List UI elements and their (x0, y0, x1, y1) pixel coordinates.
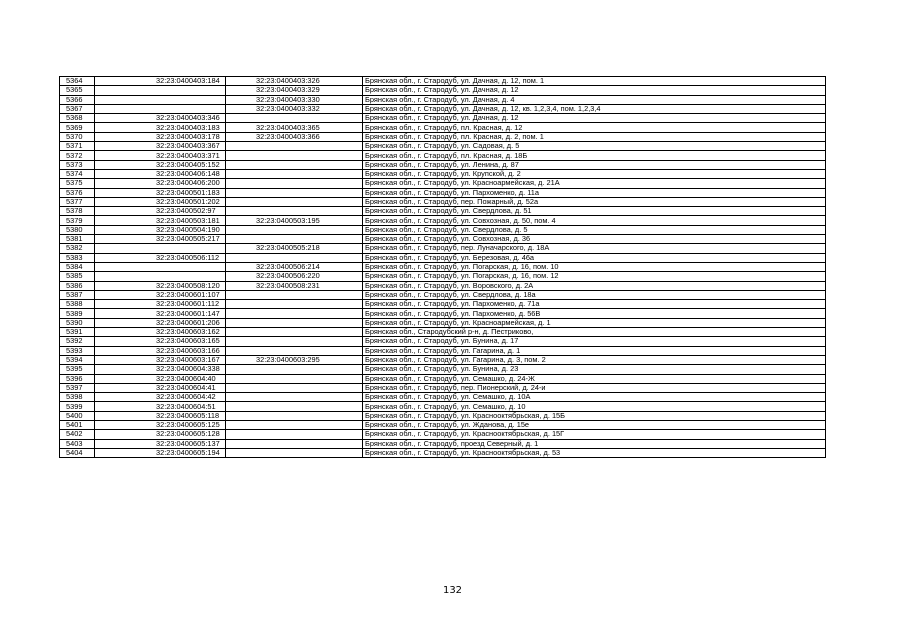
cadastral-number-cell (95, 86, 226, 95)
cadastral-number-cell: 32:23:0400604:42 (95, 393, 226, 402)
row-number-cell: 5383 (60, 253, 95, 262)
cadastral-number-cell: 32:23:0400604:41 (95, 383, 226, 392)
row-number-cell: 5396 (60, 374, 95, 383)
table-row (60, 114, 826, 123)
table-row (60, 365, 826, 374)
table-row (60, 253, 826, 262)
table-row (60, 337, 826, 346)
row-number-cell: 5385 (60, 272, 95, 281)
address-cell: Брянская обл., г. Стародуб, пл. Красная, д. 18Б (363, 151, 826, 160)
row-number-cell: 5370 (60, 132, 95, 141)
table-row (60, 393, 826, 402)
cadastral-number-cell: 32:23:0400601:206 (95, 318, 226, 327)
address-cell: Брянская обл., г. Стародуб, пер. Луначарского, д. 18А (363, 244, 826, 253)
related-cadastral-number-cell (226, 142, 363, 151)
address-cell: Брянская обл., г. Стародуб, ул. Краснооктябрьская, д. 53 (363, 448, 826, 457)
address-cell: Брянская обл., г. Стародуб, ул. Ленина, д. 87 (363, 160, 826, 169)
table-row (60, 197, 826, 206)
cadastral-number-cell: 32:23:0400502:97 (95, 207, 226, 216)
table-row (60, 309, 826, 318)
address-cell: Брянская обл., г. Стародуб, ул. Жданова, д. 15е (363, 420, 826, 429)
table-row (60, 77, 826, 86)
cadastral-number-cell: 32:23:0400504:190 (95, 225, 226, 234)
table-row (60, 95, 826, 104)
row-number-cell: 5367 (60, 104, 95, 113)
cadastral-number-cell (95, 262, 226, 271)
address-cell: Брянская обл., г. Стародуб, ул. Погарская, д. 16, пом. 10 (363, 262, 826, 271)
related-cadastral-number-cell (226, 365, 363, 374)
related-cadastral-number-cell (226, 318, 363, 327)
address-cell: Брянская обл., г. Стародуб, пл. Красная, д. 2, пом. 1 (363, 132, 826, 141)
address-cell: Брянская обл., г. Стародуб, ул. Красноармейская, д. 21А (363, 179, 826, 188)
table-row (60, 281, 826, 290)
table-row (60, 188, 826, 197)
table-row (60, 244, 826, 253)
related-cadastral-number-cell (226, 188, 363, 197)
related-cadastral-number-cell: 32:23:0400403:329 (226, 86, 363, 95)
row-number-cell: 5384 (60, 262, 95, 271)
related-cadastral-number-cell: 32:23:0400403:326 (226, 77, 363, 86)
related-cadastral-number-cell (226, 300, 363, 309)
table-row (60, 160, 826, 169)
row-number-cell: 5382 (60, 244, 95, 253)
address-cell: Брянская обл., г. Стародуб, ул. Бунина, д. 23 (363, 365, 826, 374)
page-number: 132 (442, 585, 463, 596)
related-cadastral-number-cell: 32:23:0400503:195 (226, 216, 363, 225)
cadastral-number-cell: 32:23:0400604:51 (95, 402, 226, 411)
cadastral-number-cell: 32:23:0400603:166 (95, 346, 226, 355)
row-number-cell: 5389 (60, 309, 95, 318)
table-row (60, 439, 826, 448)
table-row (60, 169, 826, 178)
table-row (60, 290, 826, 299)
cadastral-number-cell: 32:23:0400503:181 (95, 216, 226, 225)
cadastral-number-cell (95, 272, 226, 281)
row-number-cell: 5402 (60, 430, 95, 439)
cadastral-number-cell: 32:23:0400601:112 (95, 300, 226, 309)
cadastral-number-cell: 32:23:0400501:183 (95, 188, 226, 197)
row-number-cell: 5399 (60, 402, 95, 411)
address-cell: Брянская обл., г. Стародуб, ул. Дачная, д. 12 (363, 114, 826, 123)
table-row (60, 216, 826, 225)
related-cadastral-number-cell (226, 235, 363, 244)
table-row (60, 179, 826, 188)
cadastral-number-cell: 32:23:0400601:107 (95, 290, 226, 299)
table-row (60, 318, 826, 327)
related-cadastral-number-cell: 32:23:0400603:295 (226, 355, 363, 364)
related-cadastral-number-cell (226, 151, 363, 160)
address-cell: Брянская обл., г. Стародуб, ул. Садовая, д. 5 (363, 142, 826, 151)
address-cell: Брянская обл., г. Стародуб, ул. Дачная, д. 12, пом. 1 (363, 77, 826, 86)
cadastral-number-cell: 32:23:0400603:165 (95, 337, 226, 346)
cadastral-number-cell: 32:23:0400403:371 (95, 151, 226, 160)
related-cadastral-number-cell (226, 346, 363, 355)
row-number-cell: 5366 (60, 95, 95, 104)
row-number-cell: 5394 (60, 355, 95, 364)
related-cadastral-number-cell: 32:23:0400508:231 (226, 281, 363, 290)
address-cell: Брянская обл., г. Стародуб, пер. Пионерский, д. 24-и (363, 383, 826, 392)
address-cell: Брянская обл., г. Стародуб, пл. Красная, д. 12 (363, 123, 826, 132)
related-cadastral-number-cell (226, 179, 363, 188)
table-row (60, 328, 826, 337)
address-cell: Брянская обл., г. Стародуб, ул. Воровского, д. 2А (363, 281, 826, 290)
row-number-cell: 5392 (60, 337, 95, 346)
related-cadastral-number-cell (226, 439, 363, 448)
address-cell: Брянская обл., г. Стародуб, ул. Гагарина, д. 3, пом. 2 (363, 355, 826, 364)
cadastral-number-cell: 32:23:0400403:183 (95, 123, 226, 132)
row-number-cell: 5378 (60, 207, 95, 216)
related-cadastral-number-cell (226, 207, 363, 216)
table-row (60, 430, 826, 439)
address-cell: Брянская обл., г. Стародуб, ул. Краснооктябрьская, д. 15Г (363, 430, 826, 439)
related-cadastral-number-cell (226, 253, 363, 262)
address-cell: Брянская обл., Стародубский р-н, д. Пестриково, (363, 328, 826, 337)
related-cadastral-number-cell (226, 393, 363, 402)
cadastral-number-cell: 32:23:0400605:125 (95, 420, 226, 429)
table-row (60, 123, 826, 132)
table-row (60, 420, 826, 429)
related-cadastral-number-cell: 32:23:0400403:366 (226, 132, 363, 141)
address-cell: Брянская обл., г. Стародуб, пер. Пожарный, д. 52а (363, 197, 826, 206)
cadastral-number-cell: 32:23:0400501:202 (95, 197, 226, 206)
row-number-cell: 5376 (60, 188, 95, 197)
table-row (60, 383, 826, 392)
row-number-cell: 5377 (60, 197, 95, 206)
table-row (60, 235, 826, 244)
address-cell: Брянская обл., г. Стародуб, ул. Свердлова, д. 51 (363, 207, 826, 216)
related-cadastral-number-cell (226, 160, 363, 169)
related-cadastral-number-cell: 32:23:0400403:332 (226, 104, 363, 113)
table-row (60, 262, 826, 271)
address-cell: Брянская обл., г. Стародуб, ул. Свердлова, д. 5 (363, 225, 826, 234)
related-cadastral-number-cell (226, 197, 363, 206)
row-number-cell: 5374 (60, 169, 95, 178)
related-cadastral-number-cell (226, 411, 363, 420)
table-row (60, 151, 826, 160)
address-cell: Брянская обл., г. Стародуб, ул. Свердлова, д. 18а (363, 290, 826, 299)
address-cell: Брянская обл., г. Стародуб, ул. Березовая, д. 46а (363, 253, 826, 262)
cadastral-number-cell: 32:23:0400603:162 (95, 328, 226, 337)
address-cell: Брянская обл., г. Стародуб, ул. Гагарина, д. 1 (363, 346, 826, 355)
cadastral-number-cell: 32:23:0400604:40 (95, 374, 226, 383)
address-cell: Брянская обл., г. Стародуб, ул. Семашко, д. 24-Ж (363, 374, 826, 383)
row-number-cell: 5372 (60, 151, 95, 160)
related-cadastral-number-cell (226, 328, 363, 337)
related-cadastral-number-cell: 32:23:0400505:218 (226, 244, 363, 253)
table-row (60, 346, 826, 355)
cadastral-number-cell: 32:23:0400508:120 (95, 281, 226, 290)
cadastral-number-cell: 32:23:0400403:184 (95, 77, 226, 86)
cadastral-number-cell (95, 104, 226, 113)
cadastral-number-cell: 32:23:0400605:118 (95, 411, 226, 420)
related-cadastral-number-cell (226, 169, 363, 178)
row-number-cell: 5380 (60, 225, 95, 234)
table-row (60, 142, 826, 151)
address-cell: Брянская обл., г. Стародуб, ул. Бунина, д. 17 (363, 337, 826, 346)
cadastral-number-cell: 32:23:0400605:194 (95, 448, 226, 457)
related-cadastral-number-cell (226, 420, 363, 429)
row-number-cell: 5403 (60, 439, 95, 448)
cadastral-number-cell: 32:23:0400604:338 (95, 365, 226, 374)
row-number-cell: 5371 (60, 142, 95, 151)
address-cell: Брянская обл., г. Стародуб, ул. Дачная, д. 12, кв. 1,2,3,4, пом. 1,2,3,4 (363, 104, 826, 113)
table-row (60, 411, 826, 420)
cadastral-number-cell: 32:23:0400505:217 (95, 235, 226, 244)
table-row (60, 355, 826, 364)
address-cell: Брянская обл., г. Стародуб, ул. Семашко, д. 10А (363, 393, 826, 402)
row-number-cell: 5390 (60, 318, 95, 327)
related-cadastral-number-cell: 32:23:0400506:220 (226, 272, 363, 281)
table-row (60, 225, 826, 234)
related-cadastral-number-cell (226, 383, 363, 392)
row-number-cell: 5398 (60, 393, 95, 402)
cadastral-number-cell (95, 244, 226, 253)
table-row (60, 86, 826, 95)
related-cadastral-number-cell (226, 337, 363, 346)
row-number-cell: 5386 (60, 281, 95, 290)
cadastral-number-cell: 32:23:0400603:167 (95, 355, 226, 364)
table-row (60, 207, 826, 216)
register-table (59, 76, 826, 458)
table-row (60, 448, 826, 457)
address-cell: Брянская обл., г. Стародуб, ул. Совхозная, д. 50, пом. 4 (363, 216, 826, 225)
row-number-cell: 5393 (60, 346, 95, 355)
row-number-cell: 5379 (60, 216, 95, 225)
related-cadastral-number-cell (226, 374, 363, 383)
cadastral-number-cell: 32:23:0400403:178 (95, 132, 226, 141)
cadastral-number-cell: 32:23:0400506:112 (95, 253, 226, 262)
table-row (60, 104, 826, 113)
related-cadastral-number-cell: 32:23:0400403:330 (226, 95, 363, 104)
address-cell: Брянская обл., г. Стародуб, ул. Пархоменко, д. 56В (363, 309, 826, 318)
address-cell: Брянская обл., г. Стародуб, проезд Северный, д. 1 (363, 439, 826, 448)
row-number-cell: 5395 (60, 365, 95, 374)
cadastral-number-cell: 32:23:0400406:148 (95, 169, 226, 178)
row-number-cell: 5397 (60, 383, 95, 392)
cadastral-number-cell: 32:23:0400605:128 (95, 430, 226, 439)
cadastral-number-cell: 32:23:0400403:367 (95, 142, 226, 151)
row-number-cell: 5391 (60, 328, 95, 337)
table-row (60, 300, 826, 309)
address-cell: Брянская обл., г. Стародуб, ул. Пархоменко, д. 71а (363, 300, 826, 309)
row-number-cell: 5388 (60, 300, 95, 309)
cadastral-number-cell (95, 95, 226, 104)
related-cadastral-number-cell (226, 290, 363, 299)
table-row (60, 374, 826, 383)
row-number-cell: 5368 (60, 114, 95, 123)
related-cadastral-number-cell (226, 402, 363, 411)
related-cadastral-number-cell (226, 114, 363, 123)
cadastral-number-cell: 32:23:0400601:147 (95, 309, 226, 318)
related-cadastral-number-cell (226, 448, 363, 457)
related-cadastral-number-cell (226, 309, 363, 318)
row-number-cell: 5400 (60, 411, 95, 420)
address-cell: Брянская обл., г. Стародуб, ул. Погарская, д. 16, пом. 12 (363, 272, 826, 281)
row-number-cell: 5381 (60, 235, 95, 244)
register-table-body (60, 77, 826, 458)
table-row (60, 402, 826, 411)
table-row (60, 132, 826, 141)
address-cell: Брянская обл., г. Стародуб, ул. Семашко, д. 10 (363, 402, 826, 411)
address-cell: Брянская обл., г. Стародуб, ул. Крупской, д. 2 (363, 169, 826, 178)
row-number-cell: 5369 (60, 123, 95, 132)
cadastral-number-cell: 32:23:0400405:152 (95, 160, 226, 169)
cadastral-number-cell: 32:23:0400605:137 (95, 439, 226, 448)
address-cell: Брянская обл., г. Стародуб, ул. Пархоменко, д. 11а (363, 188, 826, 197)
related-cadastral-number-cell: 32:23:0400506:214 (226, 262, 363, 271)
row-number-cell: 5375 (60, 179, 95, 188)
address-cell: Брянская обл., г. Стародуб, ул. Краснооктябрьская, д. 15Б (363, 411, 826, 420)
row-number-cell: 5401 (60, 420, 95, 429)
table-row (60, 272, 826, 281)
related-cadastral-number-cell (226, 225, 363, 234)
address-cell: Брянская обл., г. Стародуб, ул. Совхозная, д. 36 (363, 235, 826, 244)
related-cadastral-number-cell: 32:23:0400403:365 (226, 123, 363, 132)
related-cadastral-number-cell (226, 430, 363, 439)
address-cell: Брянская обл., г. Стародуб, ул. Дачная, д. 12 (363, 86, 826, 95)
cadastral-number-cell: 32:23:0400406:200 (95, 179, 226, 188)
cadastral-number-cell: 32:23:0400403:346 (95, 114, 226, 123)
address-cell: Брянская обл., г. Стародуб, ул. Дачная, д. 4 (363, 95, 826, 104)
row-number-cell: 5364 (60, 77, 95, 86)
row-number-cell: 5373 (60, 160, 95, 169)
row-number-cell: 5404 (60, 448, 95, 457)
row-number-cell: 5365 (60, 86, 95, 95)
address-cell: Брянская обл., г. Стародуб, ул. Красноармейская, д. 1 (363, 318, 826, 327)
row-number-cell: 5387 (60, 290, 95, 299)
